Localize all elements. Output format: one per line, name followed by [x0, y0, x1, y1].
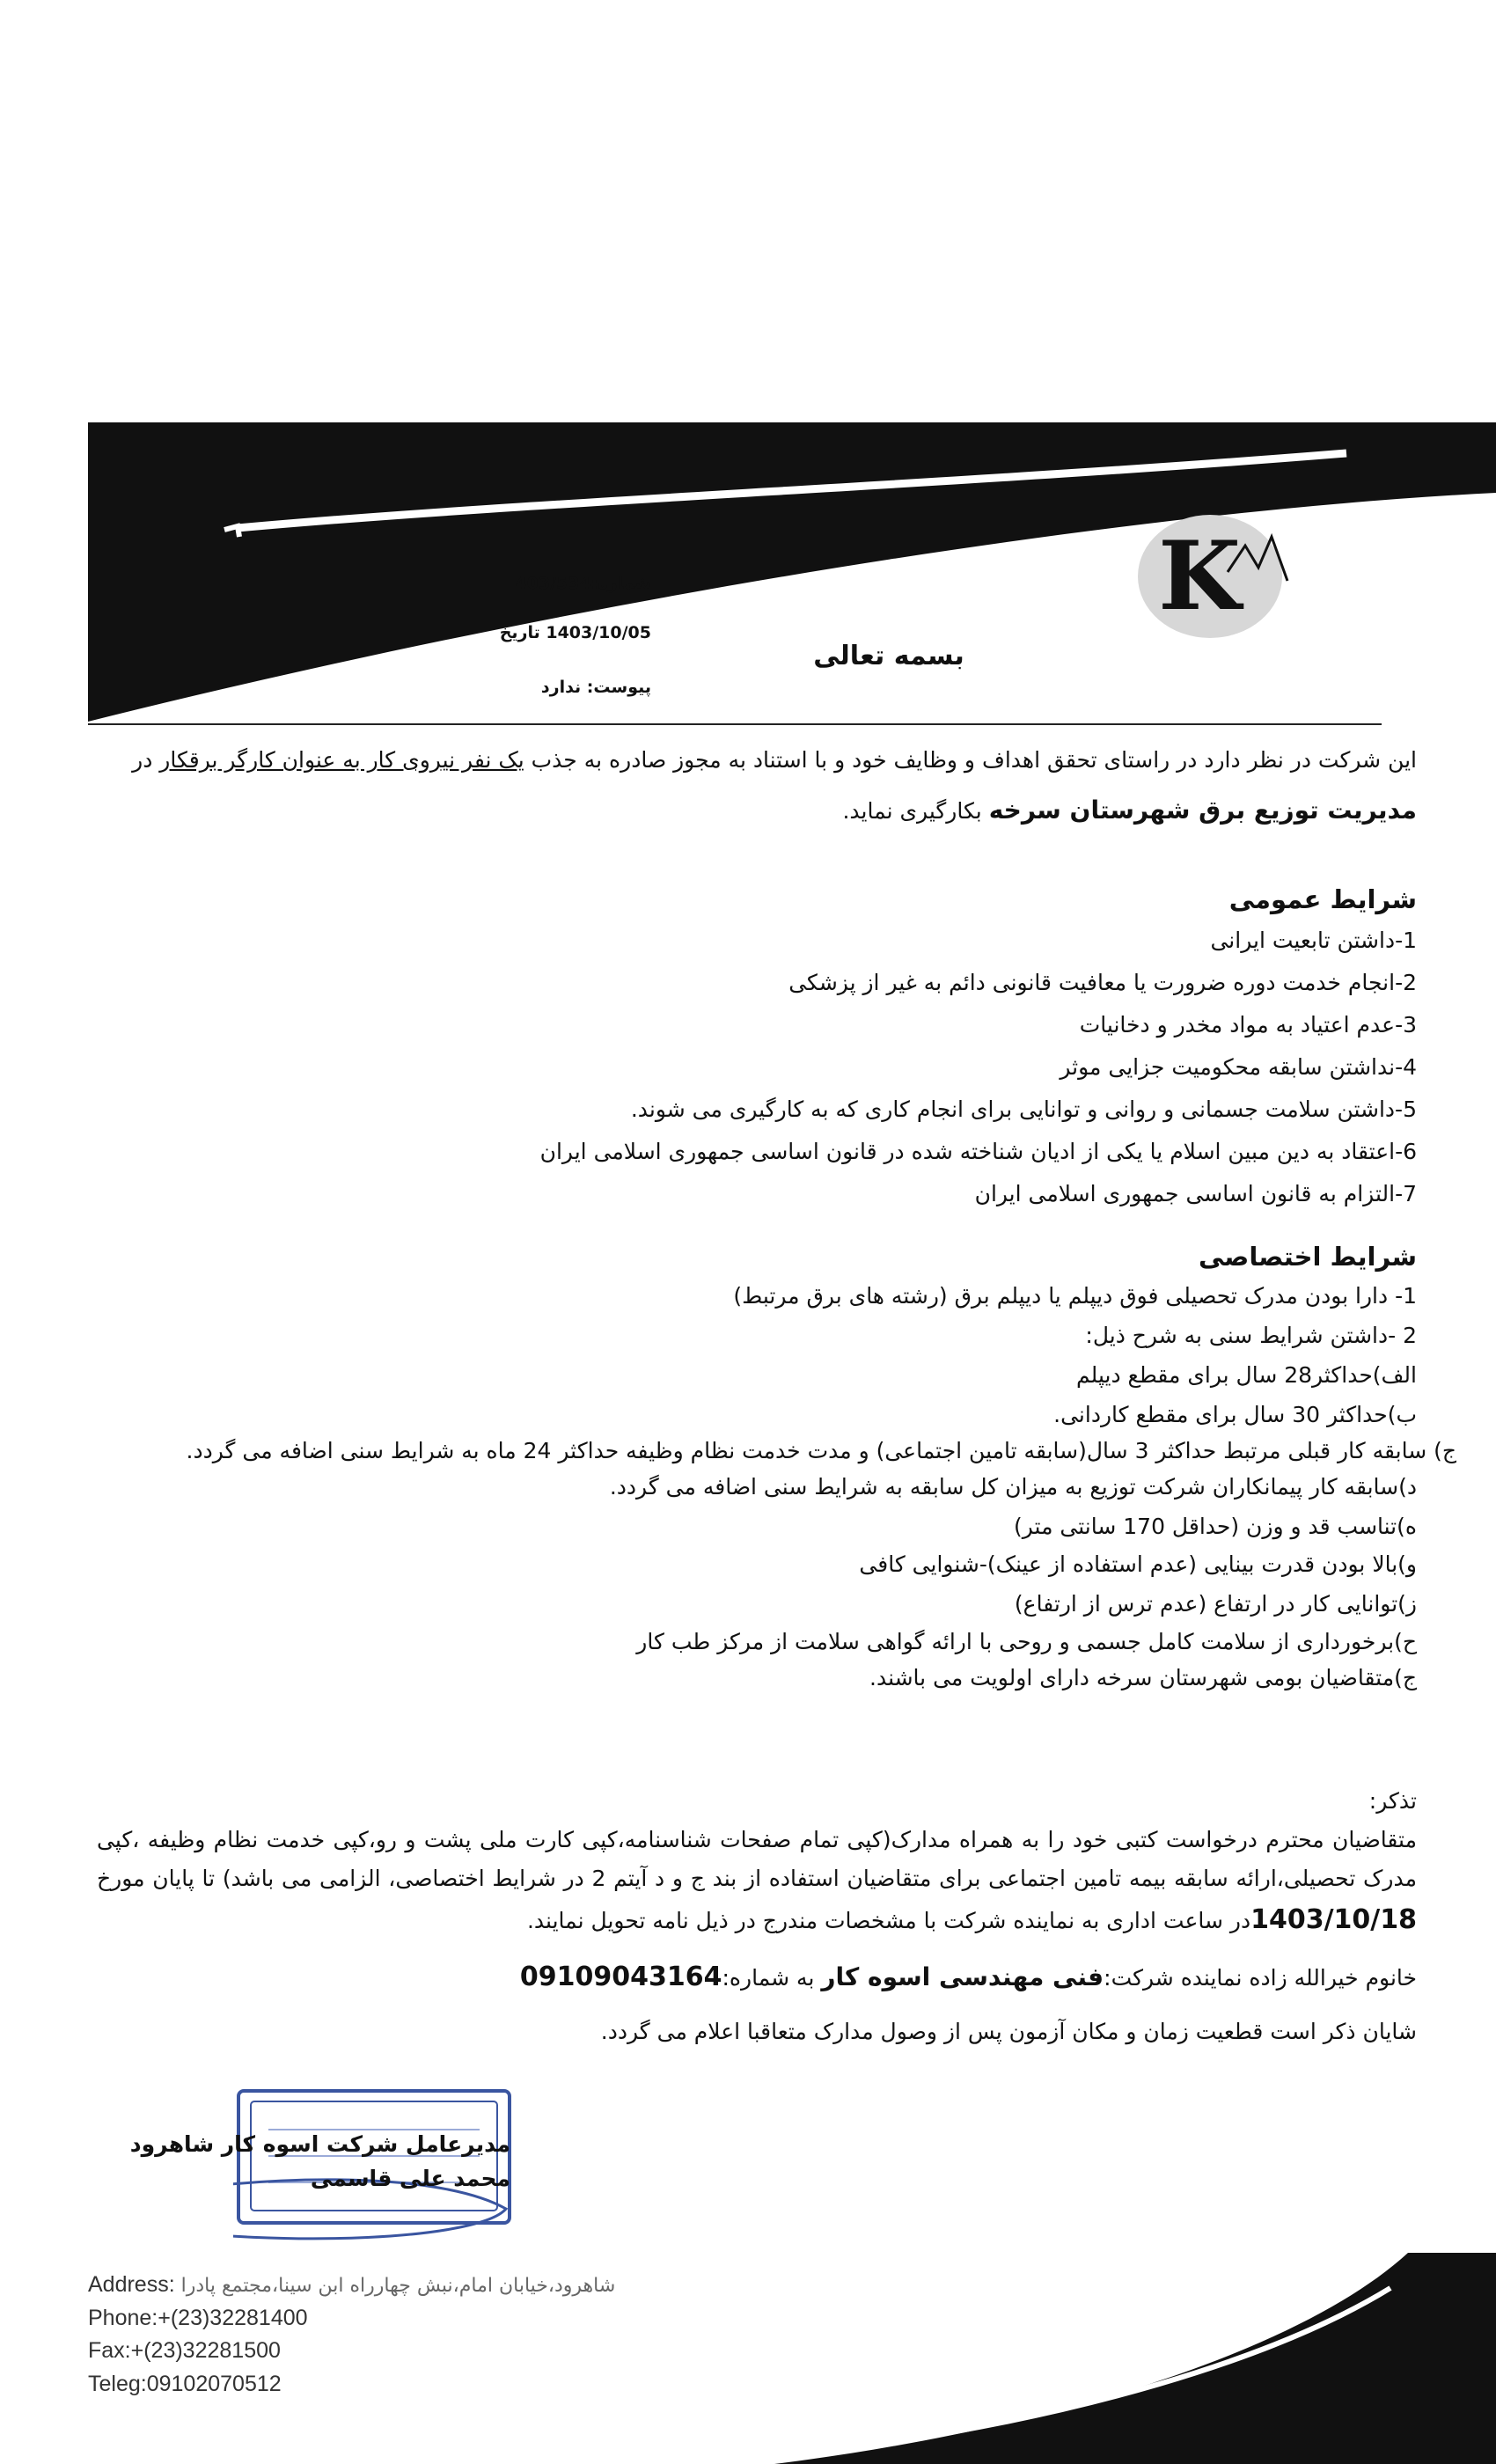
rep-text-b: به شماره: [722, 1964, 822, 1991]
note-heading: تذکر: [1368, 1788, 1417, 1814]
special-item: ه)تناسب قد و وزن (حداقل 170 سانتی متر) [1013, 1513, 1417, 1539]
general-item: 5-داشتن سلامت جسمانی و روانی و توانایی برای انجام کاری که به کارگیری می شوند. [630, 1096, 1417, 1122]
special-conditions [97, 1239, 1456, 1693]
note-text-end: در ساعت اداری به نماینده شرکت با مشخصات مندرج در ذیل نامه تحویل نمایند. [526, 1908, 1251, 1934]
intro-position: یک نفر نیروی کار به عنوان کارگر برقکار [159, 747, 524, 773]
special-item: و)بالا بودن قدرت بینایی (عدم استفاده از عینک)-شنوایی کافی [859, 1551, 1417, 1577]
company-logo [1131, 510, 1307, 642]
special-item: ب)حداکثر 30 سال برای مقطع کاردانی. [1053, 1401, 1417, 1427]
letter-date: 1403/10/05 تاریخ [499, 623, 651, 642]
final-note: شایان ذکر است قطعیت زمان و مکان آزمون پس از وصول مدارک متعاقبا اعلام می گردد. [600, 2019, 1417, 2045]
rep-phone: 09109043164 [519, 1961, 722, 1992]
general-item: 7-التزام به قانون اساسی جمهوری اسلامی ایران [974, 1180, 1417, 1206]
general-heading: شرایط عمومی [1228, 884, 1417, 914]
footer-fax: Fax:+(23)32281500 [88, 2338, 281, 2363]
special-heading: شرایط اختصاصی [1198, 1242, 1417, 1272]
footer-phone: Phone:+(23)32281400 [88, 2305, 308, 2330]
signatory-name: محمد علی قاسمی [310, 2165, 510, 2191]
intro-paragraph [97, 744, 1417, 827]
page-title: بسمه تعالی [813, 641, 964, 671]
intro-text-end: بکارگیری نماید. [842, 798, 989, 824]
intro-line-2 [97, 793, 1417, 827]
special-item: 2 -داشتن شرایط سنی به شرح ذیل: [1085, 1322, 1417, 1348]
special-item: ج) سابقه کار قبلی مرتبط حداکثر 3 سال(سابقه تامین اجتماعی) و مدت خدمت نظام وظیفه حداکثر 24 ماه به شرایط سنی اضافه می گردد. [186, 1437, 1456, 1463]
note-deadline: 1403/10/18 [1250, 1904, 1417, 1936]
footer-address [88, 2269, 615, 2302]
rep-company: فنی مهندسی اسوه کار [821, 1962, 1104, 1991]
note-section [97, 1782, 1417, 2051]
letter-number: شماره:403/534 [515, 574, 651, 593]
general-conditions [97, 882, 1417, 1209]
special-item: ج)متقاضیان بومی شهرستان سرخه دارای اولویت می باشند. [869, 1664, 1417, 1690]
rep-text: خانوم خیرالله زاده نماینده شرکت: [1104, 1964, 1417, 1991]
special-item: ح)برخورداری از سلامت کامل جسمی و روحی با ارائه گواهی سلامت از مرکز طب کار [636, 1628, 1417, 1654]
note-text: متقاضیان محترم درخواست کتبی خود را به همراه مدارک(کپی تمام صفحات شناسنامه،کپی کارت ملی پشت و رو،کپی خدمت نظام وظیفه ،کپی مدرک تحصیلی،ارائه سابقه بیمه تامین اجتماعی برای متقاضیان استفاده از بند ج و د آیتم 2 در شرایط اختصاصی، الزامی می باشد) تا پایان مورخ [97, 1826, 1417, 1891]
address-label: Address: [88, 2272, 175, 2297]
special-item: الف)حداکثر28 سال برای مقطع دیپلم [1076, 1361, 1417, 1388]
intro-line-1 [97, 744, 1417, 775]
logo-letter: K [1158, 521, 1241, 632]
signatory-title: مدیرعامل شرکت اسوه کار شاهرود [129, 2131, 510, 2157]
intro-department: مدیریت توزیع برق شهرستان سرخه [988, 796, 1417, 825]
general-item: 4-نداشتن سابقه محکومیت جزایی موثر [1060, 1053, 1417, 1080]
special-item: 1- دارا بودن مدرک تحصیلی فوق دیپلم یا دیپلم برق (رشته های برق مرتبط) [733, 1282, 1417, 1309]
special-item: د)سابقه کار پیمانکاران شرکت توزیع به میزان کل سابقه به شرایط سنی اضافه می گردد. [609, 1473, 1417, 1500]
address-value: شاهرود،خیابان امام،نبش چهارراه ابن سینا،مجتمع پادرا [180, 2275, 616, 2297]
special-item: ز)توانایی کار در ارتفاع (عدم ترس از ارتفاع) [1014, 1590, 1417, 1617]
header-divider [88, 723, 1382, 725]
general-item: 1-داشتن تابعیت ایرانی [1210, 927, 1417, 953]
letter-attachment: پیوست: ندارد [540, 678, 651, 697]
footer-teleg: Teleg:09102070512 [88, 2371, 282, 2396]
intro-text-a: این شرکت در نظر دارد در راستای تحقق اهداف و وظایف خود و با استناد به مجوز صادره به جذب [524, 747, 1417, 773]
intro-text-c: در [132, 747, 160, 773]
general-item: 6-اعتقاد به دین مبین اسلام یا یکی از ادیان شناخته شده در قانون اساسی جمهوری اسلامی ایران [539, 1138, 1417, 1164]
general-item: 2-انجام خدمت دوره ضرورت یا معافیت قانونی دائم به غیر از پزشکی [788, 969, 1417, 995]
footer-contact [88, 2269, 615, 2401]
representative-line [97, 1954, 1417, 2001]
signature-block [130, 2128, 510, 2196]
note-paragraph [97, 1821, 1417, 1944]
general-item: 3-عدم اعتیاد به مواد مخدر و دخانیات [1079, 1011, 1417, 1038]
